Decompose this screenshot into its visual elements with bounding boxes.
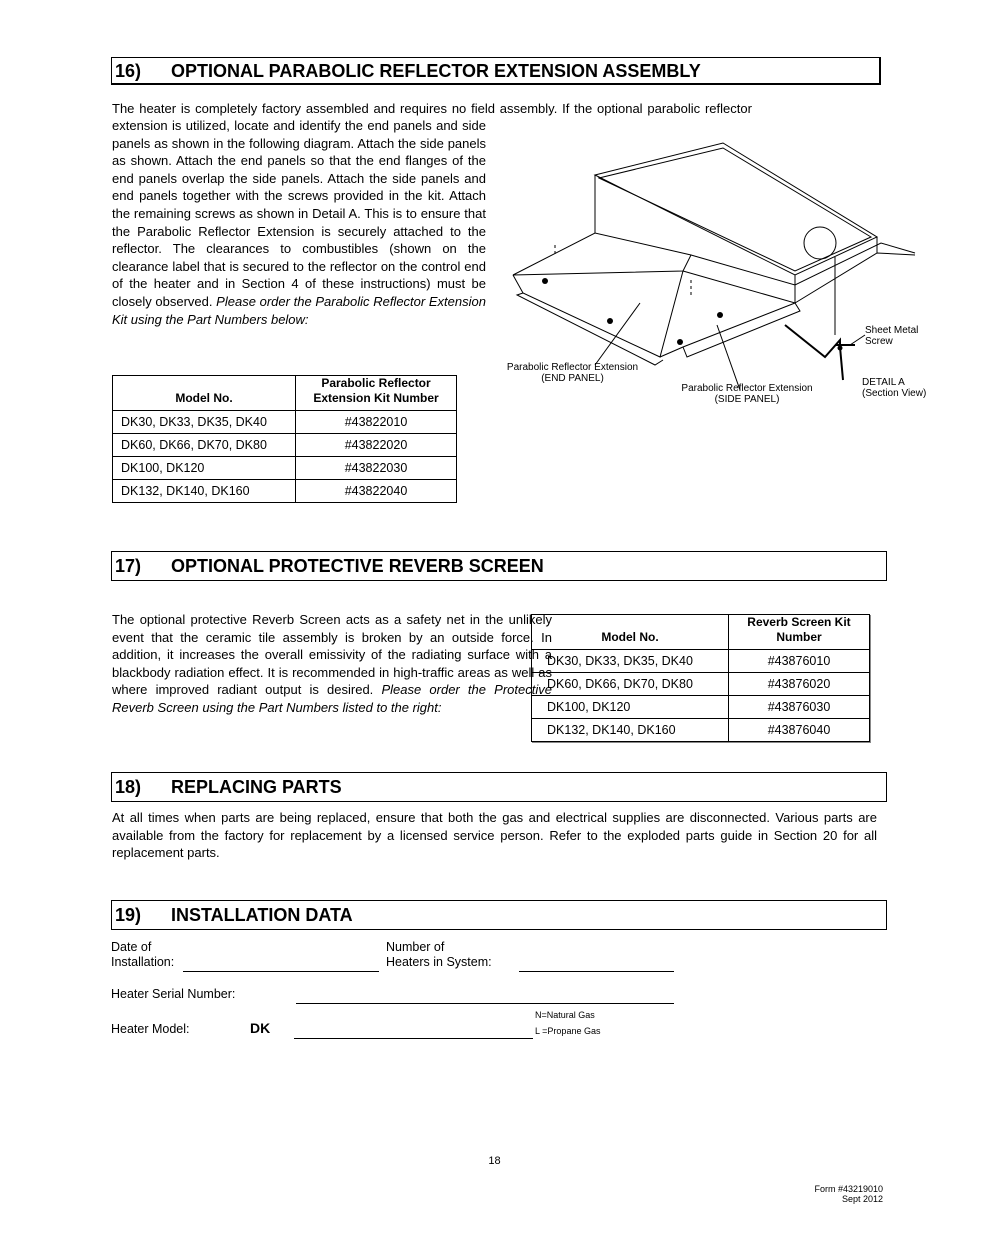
reverb-model-4: DK132, DK140, DK160 — [532, 719, 729, 742]
form-info — [760, 1184, 883, 1204]
heaters-field[interactable] — [519, 971, 674, 972]
heaters-label — [386, 940, 492, 970]
form-date: Sept 2012 — [841, 1194, 883, 1204]
date-label — [111, 940, 174, 970]
screw-label: Sheet Metal Screw — [865, 325, 919, 347]
section-16-body: extension is utilized, locate and identify the end panels and side panels as shown in the following diagram. Attach the side panels as shown. Attach the end panels so that the end flanges of the end panels overlap the side panels. Attach the side panels and end panels together with the screws provided in the kit. Attach the remaining screws as shown in Detail A. This is to ensure that the Parabolic Reflector Extension is securely attached to the reflector. The clearances to combustibles (shown on the clearance label that is secured to the reflector on the control end of the heater and in Section 4 of these instructions) must be closely observed. — [112, 118, 486, 309]
reverb-kit-3: #43876030 — [729, 696, 870, 719]
reflector-model-2: DK60, DK66, DK70, DK80 — [113, 434, 296, 457]
heaters-label-line1: Number of — [386, 940, 445, 954]
heaters-label-line2: Heaters in System: — [386, 955, 492, 969]
section-18-paragraph: At all times when parts are being replaced, ensure that both the gas and electrical supplies are disconnected. Various parts are available from the factory for replacement by a licensed service person. Refer to the exploded parts guide in Section 20 for all replacement parts. — [112, 810, 877, 861]
table-row — [532, 650, 870, 673]
section-18-title: REPLACING PARTS — [171, 777, 342, 797]
reflector-kit-2: #43822020 — [296, 434, 457, 457]
reflector-kit-3: #43822030 — [296, 457, 457, 480]
section-19-header — [111, 900, 887, 930]
end-panel-label: Parabolic Reflector Extension (END PANEL) — [506, 362, 639, 384]
reverb-model-2: DK60, DK66, DK70, DK80 — [532, 673, 729, 696]
reverb-kit-4: #43876040 — [729, 719, 870, 742]
reverb-col-kit: Reverb Screen Kit Number — [729, 615, 870, 650]
section-17-order-note: Please order the Protective Reverb Screen using the Part Numbers listed to the right: — [112, 682, 552, 715]
reflector-model-4: DK132, DK140, DK160 — [113, 480, 296, 503]
model-label: Heater Model: — [111, 1022, 190, 1036]
table-row — [532, 696, 870, 719]
gas-propane-note: L =Propane Gas — [535, 1026, 601, 1036]
reverb-model-3: DK100, DK120 — [532, 696, 729, 719]
page-number: 18 — [488, 1155, 501, 1167]
reverb-kit-1: #43876010 — [729, 650, 870, 673]
reflector-model-1: DK30, DK33, DK35, DK40 — [113, 411, 296, 434]
section-16-header — [111, 57, 881, 85]
reflector-col-kit: Parabolic Reflector Extension Kit Number — [296, 376, 457, 411]
side-panel-label: Parabolic Reflector Extension (SIDE PANEL) — [681, 383, 813, 405]
table-row — [532, 673, 870, 696]
reflector-kit-1: #43822010 — [296, 411, 457, 434]
table-row — [113, 434, 457, 457]
reverb-model-1: DK30, DK33, DK35, DK40 — [532, 650, 729, 673]
section-17-body: The optional protective Reverb Screen acts as a safety net in the unlikely event that the ceramic tile assembly is broken by an outside force. In addition, it increases the overall emissivity of the radiating surface with a blackbody radiation effect. It is recommended in high-traffic areas as well as where improved radiant output is desired. — [112, 612, 552, 698]
reverb-kit-2: #43876020 — [729, 673, 870, 696]
reflector-col-model: Model No. — [113, 376, 296, 411]
section-17-title: OPTIONAL PROTECTIVE REVERB SCREEN — [171, 556, 544, 576]
table-row — [113, 457, 457, 480]
reflector-kit-4: #43822040 — [296, 480, 457, 503]
table-row — [113, 411, 457, 434]
reverb-screen-table — [531, 614, 870, 742]
section-18-number: 18) — [115, 777, 142, 797]
reverb-col-model: Model No. — [532, 615, 729, 650]
date-field[interactable] — [183, 971, 379, 972]
detail-a-label: DETAIL A (Section View) — [862, 377, 927, 399]
serial-label: Heater Serial Number: — [111, 987, 236, 1001]
section-19-title: INSTALLATION DATA — [171, 905, 353, 925]
gas-natural-note: N=Natural Gas — [535, 1010, 595, 1020]
section-16-paragraph — [112, 117, 486, 328]
serial-field[interactable] — [296, 1003, 674, 1004]
section-16-order-note: Please order the Parabolic Reflector Extension Kit using the Part Numbers below: — [112, 293, 486, 327]
section-16-intro: The heater is completely factory assembled and requires no field assembly. If the optional parabolic reflector — [112, 101, 752, 116]
section-16-title: OPTIONAL PARABOLIC REFLECTOR EXTENSION ASSEMBLY — [171, 61, 701, 81]
section-17-number: 17) — [115, 556, 142, 576]
section-19-number: 19) — [115, 905, 142, 925]
model-field[interactable] — [294, 1038, 533, 1039]
section-18-header — [111, 772, 887, 802]
table-row — [532, 719, 870, 742]
model-prefix: DK — [250, 1020, 271, 1036]
form-number: Form #43219010 — [814, 1184, 883, 1194]
section-16-number: 16) — [115, 61, 142, 81]
date-label-line2: Installation: — [111, 955, 175, 969]
section-17-header — [111, 551, 887, 581]
date-label-line1: Date of — [111, 940, 152, 954]
reflector-kit-table — [112, 375, 457, 503]
reflector-model-3: DK100, DK120 — [113, 457, 296, 480]
section-17-paragraph — [112, 611, 552, 735]
table-row — [113, 480, 457, 503]
